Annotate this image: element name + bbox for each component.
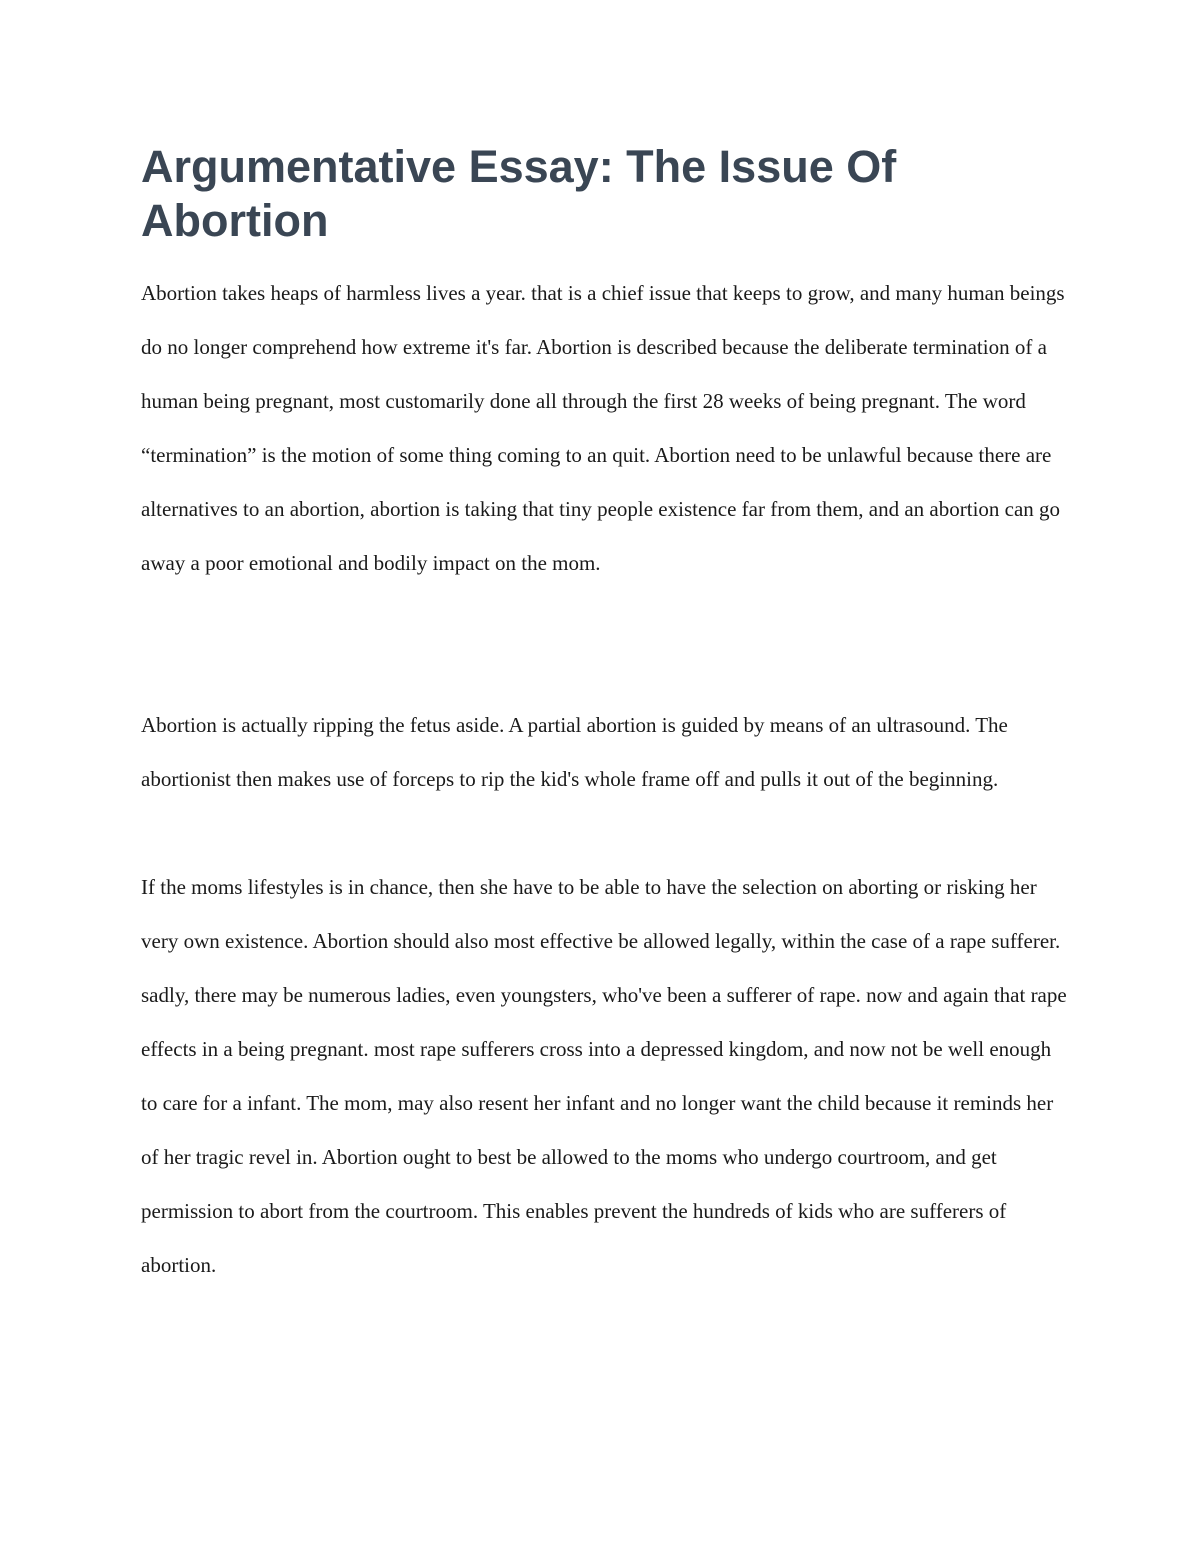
- paragraph: If the moms lifestyles is in chance, then she have to be able to have the selection on aborting or risking her very own existence. Abortion should also most effective be allowed legally, within the case of a rape sufferer. sadly, there may be numerous ladies, even youngsters, who've been a sufferer of rape. now and again that rape effects in a being pregnant. most rape sufferers cross into a depressed kingdom, and now not be well enough to care for a infant. The mom, may also resent her infant and no longer want the child because it reminds her of her tragic revel in. Abortion ought to best be allowed to the moms who undergo courtroom, and get permission to abort from the courtroom. This enables prevent the hundreds of kids who are sufferers of abortion.: [141, 875, 1067, 1277]
- paragraph: Abortion is actually ripping the fetus aside. A partial abortion is guided by means of an ultrasound. The abortionist then makes use of forceps to rip the kid's whole frame off and pulls it out of the beginning.: [141, 713, 1008, 791]
- page-title: Argumentative Essay: The Issue Of Abortion: [141, 141, 897, 246]
- paragraph: Abortion takes heaps of harmless lives a year. that is a chief issue that keeps to grow, and many human beings do no longer comprehend how extreme it's far. Abortion is described because the deliberate termination of a human being pregnant, most customarily done all through the first 28 weeks of being pregnant. The word “termination” is the motion of some thing coming to an quit. Abortion need to be unlawful because there are alternatives to an abortion, abortion is taking that tiny people existence far from them, and an abortion can go away a poor emotional and bodily impact on the mom.: [141, 281, 1065, 575]
